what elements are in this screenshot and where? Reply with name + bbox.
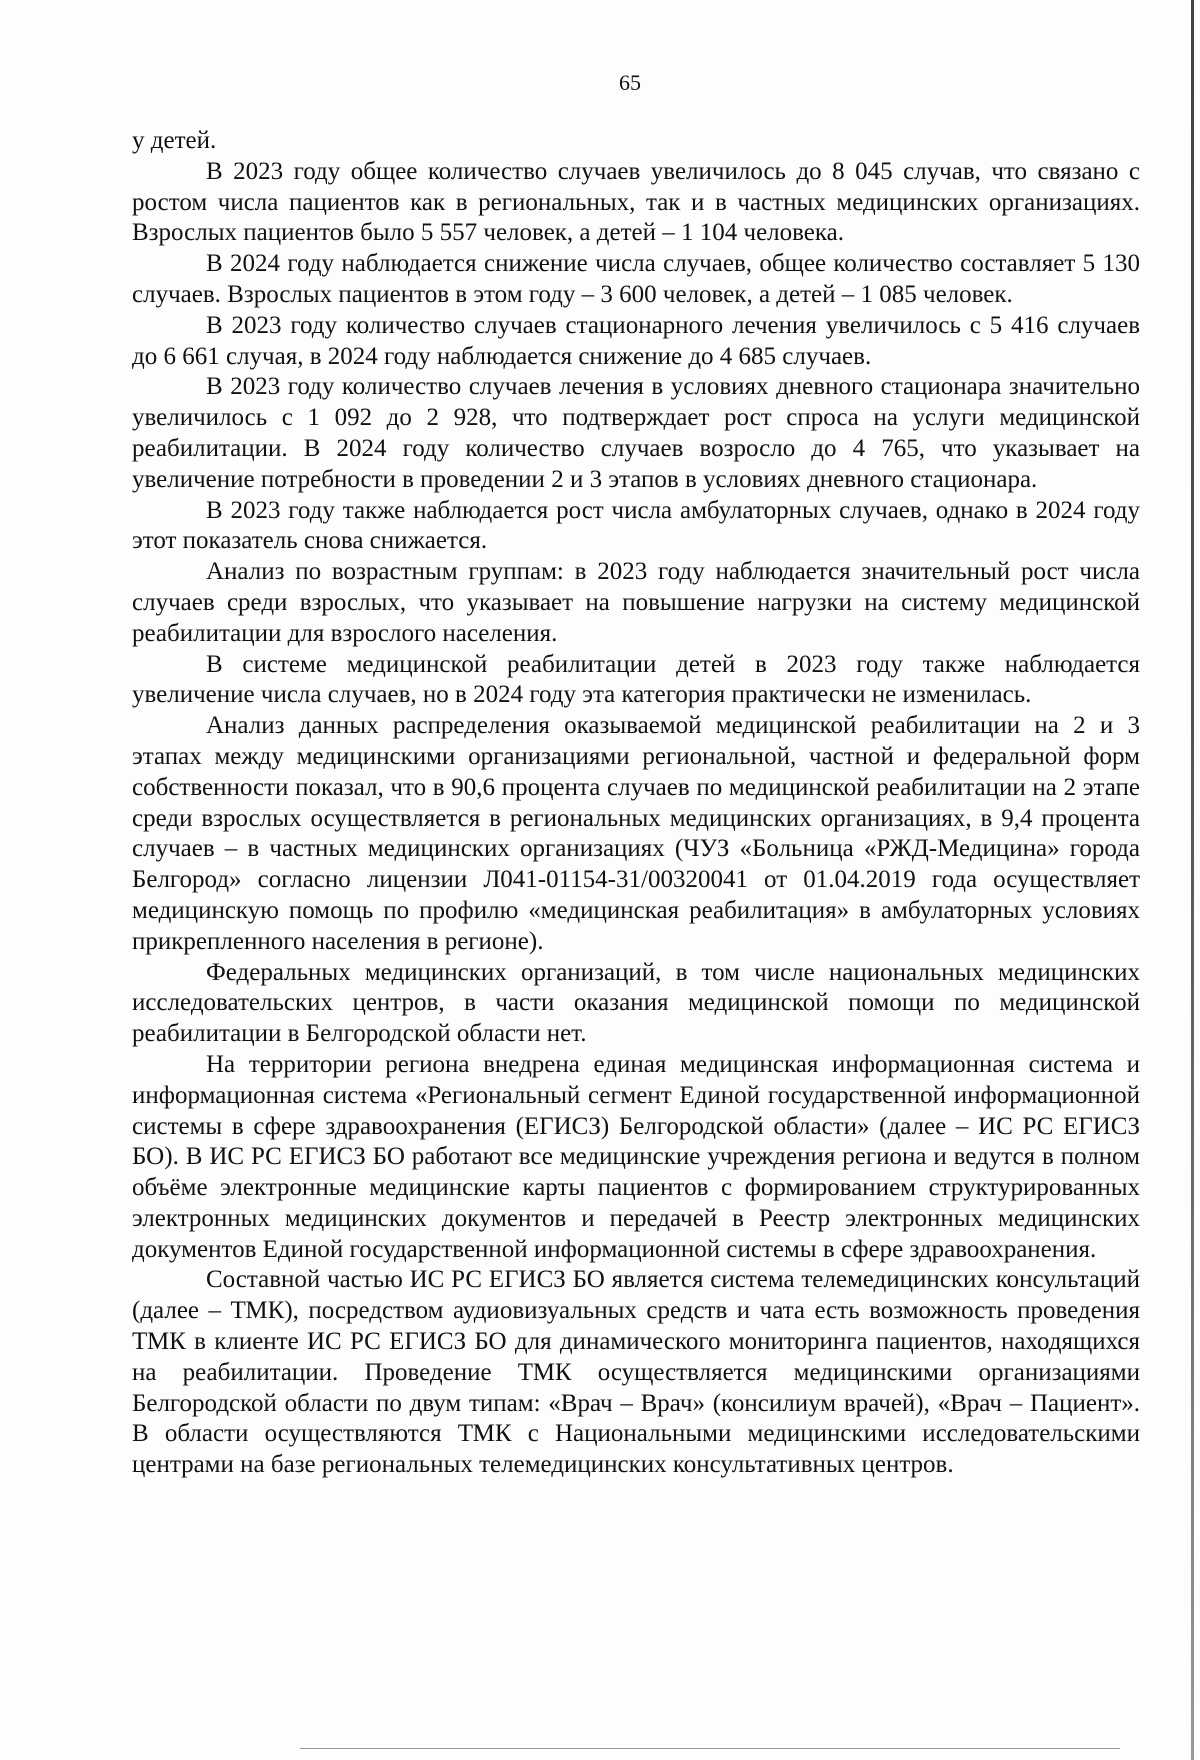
body-text [132, 126, 1140, 1481]
scan-edge-shadow [1191, 0, 1194, 1760]
paragraph-inpatient: В 2023 году количество случаев стационарного лечения увеличилось с 5 416 случаев до 6 661 случая, в 2024 году наблюдается снижение до 4 685 случаев. [132, 311, 1140, 370]
page-number: 65 [619, 70, 641, 95]
scan-bottom-line [300, 1748, 1120, 1749]
paragraph-children: В системе медицинской реабилитации детей в 2023 году также наблюдается увеличение числа случаев, но в 2024 году эта категория практически не изменилась. [132, 650, 1140, 709]
paragraph-outpatient: В 2023 году также наблюдается рост числа амбулаторных случаев, однако в 2024 году этот показатель снова снижается. [132, 496, 1140, 555]
paragraph-age-groups: Анализ по возрастным группам: в 2023 году наблюдается значительный рост числа случаев среди взрослых, что указывает на повышение нагрузки на систему медицинской реабилитации для взрослого населения. [132, 558, 1140, 647]
paragraph-information-system: На территории региона внедрена единая медицинская информационная система и информационная система «Региональный сегмент Единой государственной информационной системы в сфере здравоохранения (ЕГИСЗ) Белгородской области» (далее – ИС РС ЕГИСЗ БО). В ИС РС ЕГИСЗ БО работают все медицинские учреждения региона и ведутся в полном объёме электронные медицинские карты пациентов с формированием структурированных электронных медицинских документов и передачей в Реестр электронных медицинских документов Единой государственной информационной системы в сфере здравоохранения. [132, 1050, 1140, 1263]
paragraph-federal: Федеральных медицинских организаций, в том числе национальных медицинских исследовательских центров, в части оказания медицинской помощи по медицинской реабилитации в Белгородской области нет. [132, 958, 1140, 1048]
paragraph-2024-total: В 2024 году наблюдается снижение числа случаев, общее количество составляет 5 130 случаев. Взрослых пациентов в этом году – 3 600 человек, а детей – 1 085 человек. [132, 250, 1140, 308]
paragraph-telemedicine: Составной частью ИС РС ЕГИСЗ БО является система телемедицинских консультаций (далее – ТМК), посредством аудиовизуальных средств и чата есть возможность проведения ТМК в клиенте ИС РС ЕГИСЗ БО для динамического мониторинга пациентов, находящихся на реабилитации. Проведение ТМК осуществляется медицинскими организациями Белгородской области по двум типам: «Врач – Врач» (консилиум врачей), «Врач – Пациент». В области осуществляются ТМК с Национальными медицинскими исследовательскими центрами на базе региональных телемедицинских консультативных центров. [132, 1266, 1140, 1479]
paragraph-2023-total: В 2023 году общее количество случаев увеличилось до 8 045 случав, что связано с ростом числа пациентов как в региональных, так и в частных медицинских организациях. Взрослых пациентов было 5 557 человек, а детей – 1 104 человека. [132, 157, 1140, 247]
paragraph-day-hospital: В 2023 году количество случаев лечения в условиях дневного стационара значительно увеличилось с 1 092 до 2 928, что подтверждает рост спроса на услуги медицинской реабилитации. В 2024 году количество случаев возросло до 4 765, что указывает на увеличение потребности в проведении 2 и 3 этапов в условиях дневного стационара. [132, 373, 1140, 493]
paragraph-continuation: у детей. [132, 127, 217, 154]
paragraph-distribution: Анализ данных распределения оказываемой медицинской реабилитации на 2 и 3 этапах между медицинскими организациями региональной, частной и федеральной форм собственности показал, что в 90,6 процента случаев по медицинской реабилитации на 2 этапе среди взрослых осуществляется в региональных медицинских организациях, в 9,4 процента случаев – в частных медицинских организациях (ЧУЗ «Больница «РЖД-Медицина» города Белгород» согласно лицензии Л041-01154-31/00320041 от 01.04.2019 года осуществляет медицинскую помощь по профилю «медицинская реабилитация» в амбулаторных условиях прикрепленного населения в регионе). [132, 712, 1140, 955]
